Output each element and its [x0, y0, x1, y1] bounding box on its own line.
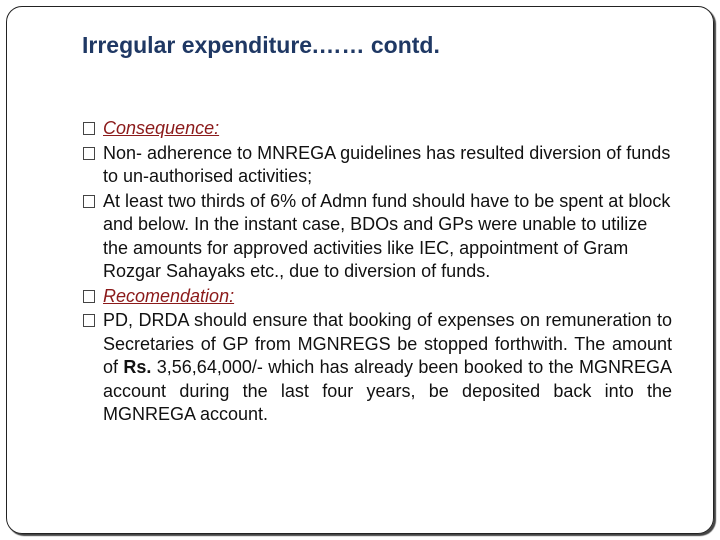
bullet-text-before: PD, DRDA should ensure that booking of expenses on remuneration to Secretaries of GP from MGNREGS be stopped forthwith. The amount of	[103, 310, 672, 377]
bullet-text: At least two thirds of 6% of Admn fund should have to be spent at block and below. In the instant case, BDOs and GPs were unable to utilize the amounts for approved activities like IEC, appointment of Gram Rozgar Sahayaks etc., due to diversion of funds.	[103, 190, 671, 281]
recommendation-heading: Recomendation:	[103, 285, 235, 306]
slide-title: Irregular expenditure.…… contd.	[82, 32, 440, 58]
bullet-text-after: 3,56,64,000/- which has already been booked to the MGNREGA account during the last four years, be deposited back into the MGNREGA account.	[103, 357, 673, 424]
consequence-heading: Consequence:	[103, 118, 220, 138]
bullet-recommendation-heading	[82, 285, 672, 309]
bullet-list	[82, 117, 672, 428]
checkbox-bullet-icon	[83, 147, 95, 160]
checkbox-bullet-icon	[83, 195, 95, 208]
bullet-consequence-heading	[82, 117, 672, 141]
bullet-admn-fund	[82, 190, 672, 284]
bullet-pd-drda	[82, 309, 672, 427]
checkbox-bullet-icon	[83, 290, 95, 303]
bullet-text-bold: Rs.	[123, 357, 152, 377]
checkbox-bullet-icon	[83, 314, 95, 327]
bullet-text: Non- adherence to MNREGA guidelines has resulted diversion of funds to un-authorised activities;	[103, 142, 671, 186]
checkbox-bullet-icon	[83, 122, 95, 135]
bullet-non-adherence	[82, 142, 672, 189]
